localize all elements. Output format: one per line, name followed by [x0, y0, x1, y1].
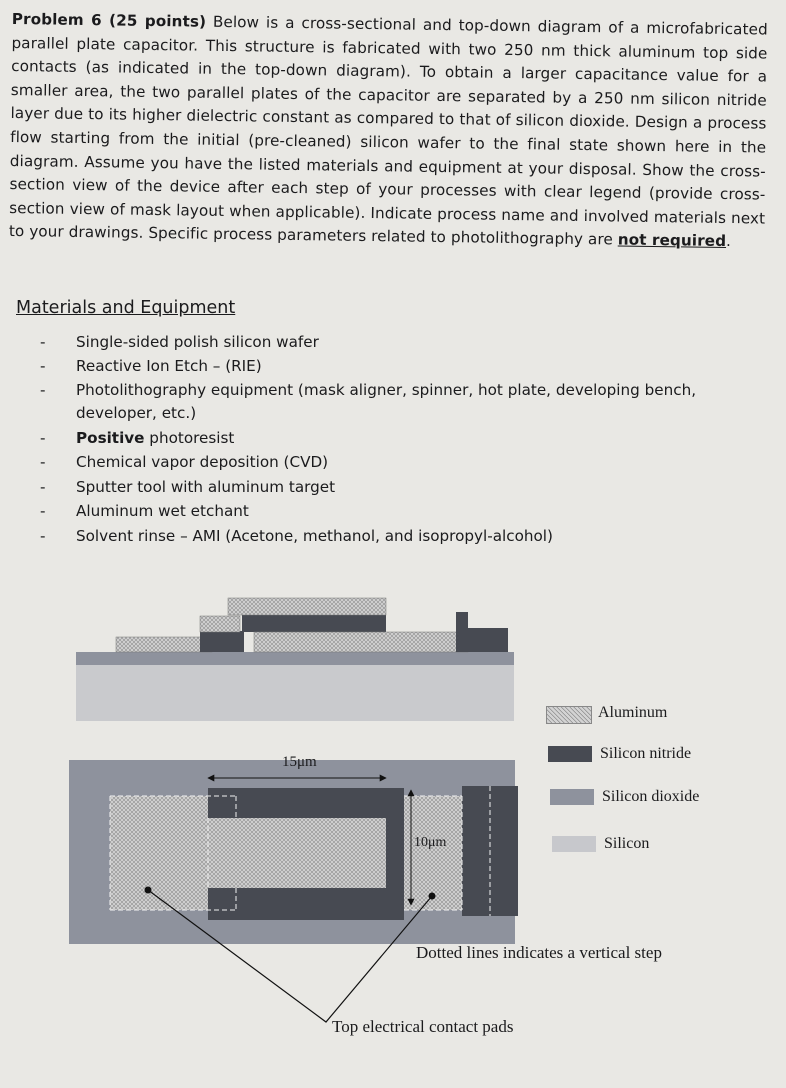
- nitride-left-top: [200, 632, 244, 652]
- list-item: - Chemical vapor deposition (CVD): [40, 450, 760, 474]
- list-item: - Solvent rinse – AMI (Acetone, methanol, and isopropyl-alcohol): [40, 524, 760, 548]
- nitride-body: [242, 614, 386, 632]
- figure-note: Dotted lines indicates a vertical step: [416, 943, 662, 962]
- top-aluminum-plate: [228, 598, 386, 615]
- problem-emphasis: not required: [617, 230, 727, 251]
- bottom-aluminum-left: [116, 637, 212, 652]
- silicon-dioxide-layer: [76, 652, 514, 665]
- top-down-view: [69, 754, 518, 1022]
- cross-section-view: [76, 598, 514, 721]
- legend-label-aluminum: Aluminum: [598, 704, 668, 721]
- legend-swatch-oxide: [550, 789, 594, 805]
- problem-text-end: .: [725, 232, 732, 251]
- nitride-right-block: [468, 628, 508, 652]
- callout-label: Top electrical contact pads: [332, 1017, 514, 1036]
- list-item: - Reactive Ion Etch – (RIE): [40, 354, 760, 378]
- legend-swatch-silicon: [552, 836, 596, 852]
- dimension-width: 10μm: [414, 835, 447, 850]
- silicon-substrate: [76, 664, 514, 721]
- list-item: - Single-sided polish silicon wafer: [40, 330, 760, 354]
- list-item: - Sputter tool with aluminum target: [40, 475, 760, 499]
- list-item: - Positive photoresist: [40, 426, 760, 450]
- problem-heading: Problem 6 (25 points): [11, 9, 207, 31]
- legend-swatch-nitride: [548, 746, 592, 762]
- problem-text: Below is a cross-sectional and top-down diagram of a microfabricated parallel plate capacitor. This structure is fabricated with two 250 nm thick aluminum top side contacts (as indicated in the top-down diagram). To obtain a larger capacitance value for a smaller area, the two parallel plates of the capacitor are separated by a 250 nm silicon nitride layer due to its higher dielectric constant as compared to that of silicon dioxide. Design a process flow starting from the initial (pre-cleaned) silicon wafer to the final state shown here in the diagram. Assume you have the listed materials and equipment at your disposal. Show the cross-section view of the device after each step of your processes with clear legend (provide cross-section view of mask layout when applicable). Indicate process name and involved materials next to your drawings. Specific process parameters related to photolithography are: [8, 12, 768, 249]
- materials-heading: Materials and Equipment: [16, 298, 236, 318]
- legend-swatch-aluminum: [546, 706, 592, 724]
- top-plate: [236, 818, 386, 888]
- list-item: - Aluminum wet etchant: [40, 499, 760, 523]
- list-item: - Photolithography equipment (mask aligner, spinner, hot plate, developing bench, developer, etc.): [40, 379, 760, 426]
- aluminum-left-step: [200, 616, 240, 632]
- dimension-length: 15μm: [282, 754, 317, 770]
- legend-label-oxide: Silicon dioxide: [602, 788, 700, 805]
- bottom-aluminum-plate: [254, 632, 468, 652]
- nitride-right-post: [456, 612, 468, 652]
- legend-label-nitride: Silicon nitride: [600, 745, 692, 762]
- legend-label-silicon: Silicon: [604, 835, 650, 852]
